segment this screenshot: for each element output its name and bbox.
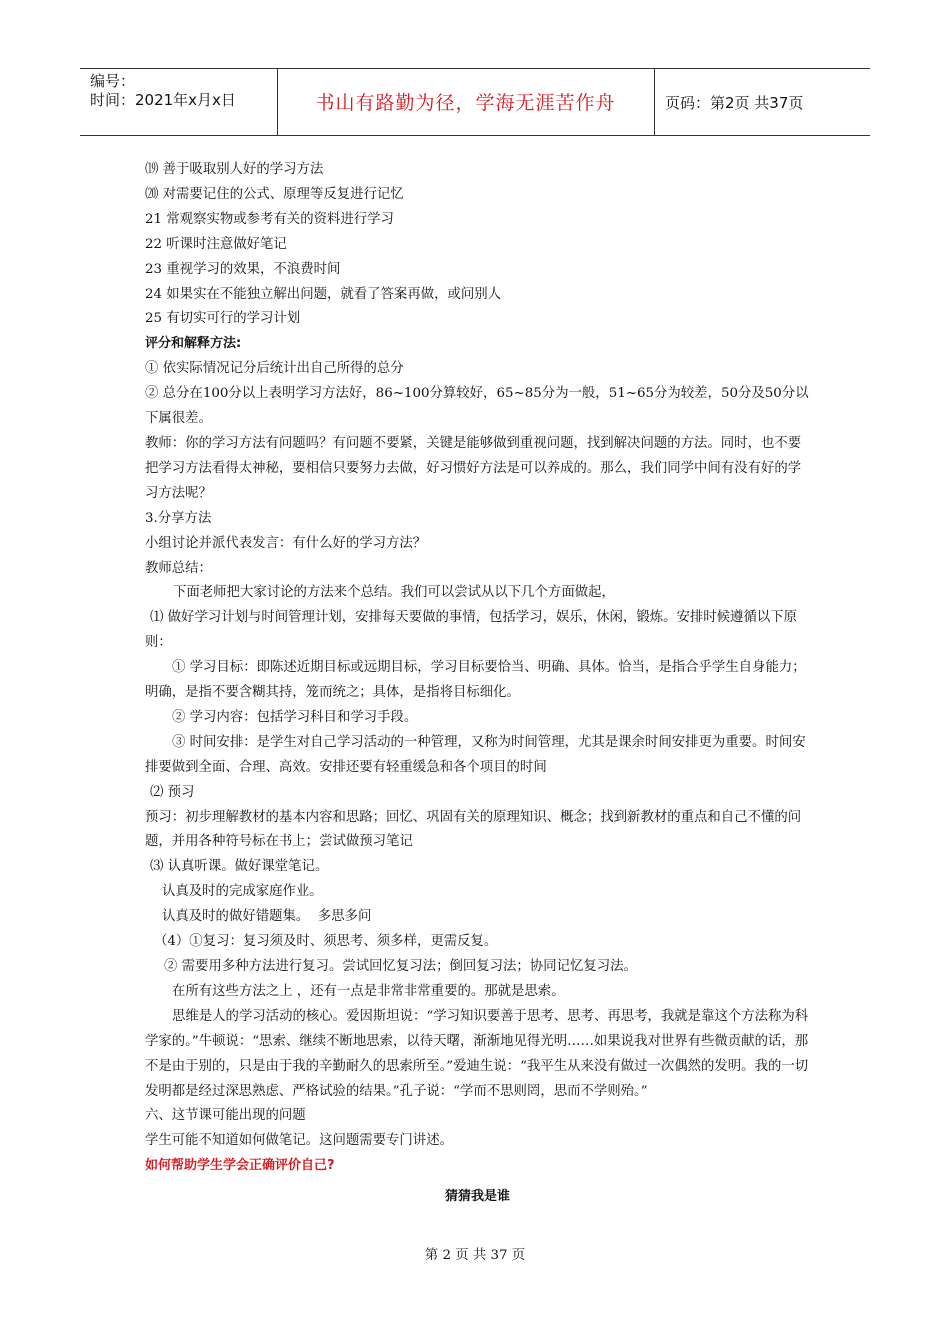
- share-heading: 3.分享方法: [145, 510, 212, 526]
- list-item: 24 如果实在不能独立解出问题，就看了答案再做，或问别人: [145, 286, 502, 302]
- scoring-item: ② 总分在100分以上表明学习方法好，86~100分算较好，65~85分为一般，51~65分为较差，50分及50分以下属很差。: [145, 386, 809, 427]
- content-item: ② 学习内容：包括学习科目和学习手段。: [172, 709, 418, 725]
- review-item: （4）①复习：复习须及时、须思考、须多样，更需反复。: [154, 934, 498, 950]
- game-title: 猜猜我是谁: [444, 1189, 510, 1205]
- header-divider-right: [654, 68, 655, 136]
- listen-item: ⑶ 认真听课。做好课堂笔记。: [150, 859, 329, 875]
- header-page-number: 页码：第2页 共37页: [665, 94, 804, 112]
- document-body: [145, 158, 810, 1210]
- time-label: 时间：2021年x月x日: [90, 91, 236, 109]
- review-methods: ② 需要用多种方法进行复习。尝试回忆复习法；倒回复习法；协同记忆复习法。: [164, 959, 637, 974]
- goal-item: ① 学习目标：即陈述近期目标或远期目标，学习目标要恰当、明确、具体。恰当，是指合乎学生自身能力；明确，是指不要含糊其持，笼而统之；具体，是指将目标细化。: [145, 660, 806, 701]
- teacher-question: 教师：你的学习方法有问题吗？有问题不要紧，关键是能够做到重视问题，找到解决问题的方法。同时，也不要把学习方法看得太神秘，要相信只要努力去做，好习惯好方法是可以养成的。那么，我们同学中间有没有好的学习方法呢？: [145, 435, 802, 501]
- scoring-heading: 评分和解释方法:: [145, 336, 242, 352]
- plan-item: ⑴ 做好学习计划与时间管理计划，安排每天要做的事情，包括学习，娱乐，休闲，锻炼。安排时候遵循以下原则：: [145, 610, 798, 651]
- problems-heading: 六、这节课可能出现的问题: [145, 1108, 306, 1124]
- list-item: ⒆ 善于吸取别人好的学习方法: [145, 162, 324, 177]
- list-item: 25 有切实可行的学习计划: [145, 311, 301, 327]
- summary-label: 教师总结：: [145, 560, 212, 576]
- preview-text: 预习：初步理解教材的基本内容和思路；回忆、巩固有关的原理知识、概念；找到新教材的重点和自己不懂的问题，并用各种符号标在书上；尝试做预习笔记: [145, 809, 802, 850]
- list-item: ⒇ 对需要记住的公式、原理等反复进行记忆: [145, 186, 404, 202]
- discussion-prompt: 小组讨论并派代表发言：有什么好的学习方法？: [145, 535, 427, 551]
- list-item: 22 听课时注意做好笔记: [145, 236, 287, 252]
- list-item: 23 重视学习的效果，不浪费时间: [145, 261, 341, 277]
- header-top-rule: [80, 68, 870, 69]
- header-motto: 书山有路勤为径，学海无涯苦作舟: [315, 92, 616, 114]
- preview-label: ⑵ 预习: [150, 784, 195, 800]
- scoring-item: ① 依实际情况记分后统计出自己所得的总分: [145, 361, 404, 377]
- header-bottom-rule: [80, 135, 870, 136]
- list-item: 21 常观察实物或参考有关的资料进行学习: [145, 211, 394, 227]
- red-question: 如何帮助学生学会正确评价自己?: [145, 1158, 335, 1174]
- summary-intro: 下面老师把大家讨论的方法来个总结。我们可以尝试从以下几个方面做起，: [173, 585, 615, 601]
- page-header: [80, 68, 870, 136]
- page-footer: 第 2 页 共 37 页: [424, 1248, 526, 1263]
- problems-text: 学生可能不知道如何做笔记。这问题需要专门讲述。: [145, 1133, 453, 1149]
- homework-item: 认真及时的完成家庭作业。: [162, 884, 323, 900]
- thinking-line: 在所有这些方法之上 ，还有一点是非常非常重要的。那就是思索。: [172, 983, 565, 999]
- mistakes-item: 认真及时的做好错题集。 多思多问: [162, 909, 372, 925]
- quotes-paragraph: 思维是人的学习活动的核心。爱因斯坦说：“学习知识要善于思考、思考、再思考，我就是靠这个方法称为科学家的。”牛顿说：“思索、继续不断地思索，以待天曙，渐渐地见得光明……如果说我对世界有些微贡献的话，那不是由于别的，只是由于我的辛勤耐久的思索所至。”爱迪生说：“我平生从来没有做过一次偶然的发明。我的一切发明都是经过深思熟虑、严格试验的结果。”孔子说：“学而不思则罔，思而不学则殆。”: [145, 1008, 809, 1099]
- serial-label: 编号：: [90, 72, 136, 90]
- header-meta: [90, 72, 236, 110]
- time-item: ③ 时间安排：是学生对自己学习活动的一种管理，又称为时间管理，尤其是课余时间安排更为重要。时间安排要做到全面、合理、高效。安排还要有轻重缓急和各个项目的时间: [145, 734, 806, 775]
